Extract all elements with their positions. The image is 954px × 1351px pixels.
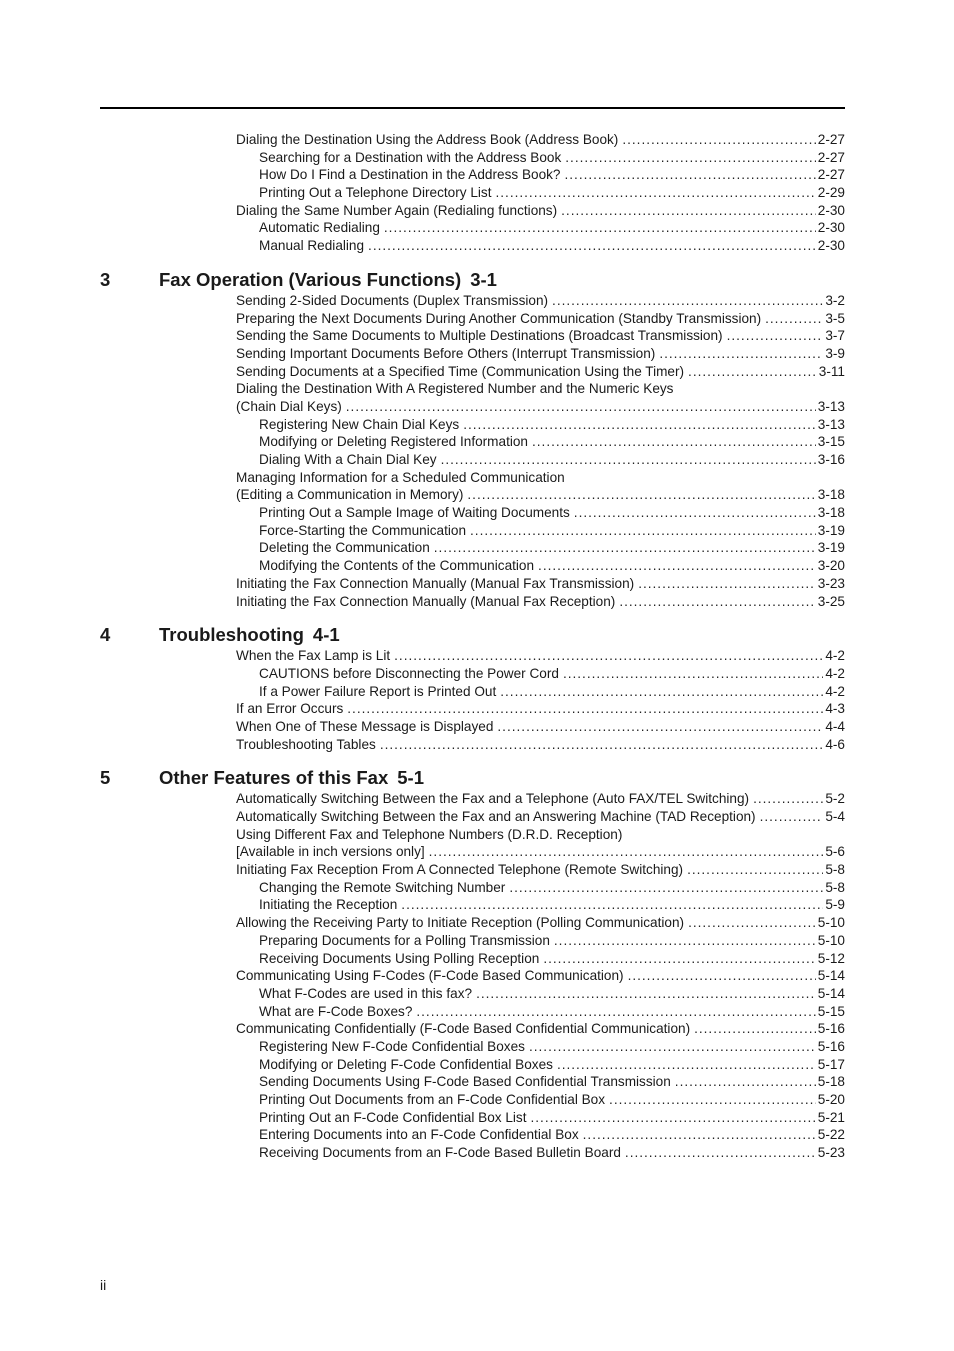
- entry-title: Manual Redialing: [259, 238, 365, 254]
- entry-title: Initiating Fax Reception From A Connected Telephone (Remote Switching): [236, 862, 684, 878]
- dot-leader: [380, 737, 824, 752]
- entry-title: Modifying or Deleting F-Code Confidential Boxes: [259, 1056, 553, 1072]
- dot-leader: [619, 594, 815, 609]
- toc-chapter-heading[interactable]: [100, 269, 845, 293]
- entry-title: Printing Out a Sample Image of Waiting Documents: [259, 505, 570, 521]
- dot-leader: [495, 185, 815, 200]
- entry-page: 3-18: [817, 505, 845, 521]
- entry-title: When the Fax Lamp is Lit: [236, 648, 391, 664]
- entry-title: Searching for a Destination with the Address Book: [259, 149, 562, 165]
- entry-page: 5-16: [817, 1021, 845, 1037]
- entry-title: CAUTIONS before Disconnecting the Power Cord: [259, 665, 559, 681]
- toc-subsection-entry[interactable]: [259, 684, 845, 702]
- entry-title: Initiating the Reception: [259, 897, 398, 913]
- entry-title: Registering New Chain Dial Keys: [259, 416, 460, 432]
- entry-title: (Chain Dial Keys): [236, 398, 342, 414]
- entry-title: Preparing Documents for a Polling Transmission: [259, 932, 550, 948]
- dot-leader: [529, 1039, 816, 1054]
- dot-leader: [384, 220, 816, 235]
- header-rule: [100, 107, 845, 109]
- entry-title: Sending Documents Using F-Code Based Confidential Transmission: [259, 1074, 671, 1090]
- entry-page: 2-27: [817, 132, 845, 147]
- entry-page: 5-14: [817, 985, 845, 1001]
- entry-title: Force-Starting the Communication: [259, 522, 467, 538]
- toc-section-entry[interactable]: [236, 968, 845, 986]
- entry-page: 5-10: [817, 915, 845, 931]
- entry-page: 5-4: [825, 809, 845, 824]
- toc-section-entry[interactable]: [236, 844, 845, 862]
- toc-subsection-entry[interactable]: [259, 1092, 845, 1110]
- entry-page: 4-4: [825, 718, 845, 734]
- dot-leader: [530, 1110, 815, 1125]
- dot-leader: [557, 1057, 816, 1072]
- entry-page: 4-2: [825, 648, 845, 664]
- entry-page: 5-20: [817, 1092, 845, 1107]
- entry-title: Automatically Switching Between the Fax and a Telephone (Auto FAX/TEL Switching): [236, 791, 750, 807]
- dot-leader: [659, 346, 823, 361]
- entry-title: [Available in inch versions only]: [236, 844, 425, 860]
- toc-subsection-entry[interactable]: [259, 417, 845, 435]
- entry-title: Printing Out Documents from an F-Code Confidential Box: [259, 1092, 606, 1107]
- toc-subsection-entry[interactable]: [259, 1127, 845, 1145]
- entry-title: If an Error Occurs: [236, 701, 344, 717]
- dot-leader: [401, 897, 823, 912]
- entry-page: 4-3: [825, 701, 845, 717]
- toc-section-entry[interactable]: [236, 311, 845, 329]
- entry-page: 5-12: [817, 950, 845, 966]
- toc-subsection-entry[interactable]: [259, 150, 845, 168]
- table-of-contents: [0, 132, 954, 1163]
- dot-leader: [416, 1004, 815, 1019]
- toc-section-entry[interactable]: [236, 576, 845, 594]
- entry-page: 3-11: [818, 363, 845, 379]
- dot-leader: [347, 701, 823, 716]
- dot-leader: [563, 666, 823, 681]
- entry-page: 5-6: [825, 844, 845, 860]
- entry-title: Modifying the Contents of the Communication: [259, 558, 535, 574]
- dot-leader: [609, 1092, 816, 1107]
- dot-leader: [622, 132, 815, 147]
- toc-section-entry[interactable]: [236, 487, 845, 505]
- toc-subsection-entry[interactable]: [259, 1145, 845, 1163]
- toc-subsection-entry[interactable]: [259, 558, 845, 576]
- toc-section-entry[interactable]: [236, 737, 845, 755]
- entry-page: 3-25: [817, 593, 845, 609]
- entry-title: Initiating the Fax Connection Manually (Manual Fax Transmission): [236, 575, 635, 591]
- entry-page: 3-13: [817, 398, 845, 414]
- chapter-number: 4: [100, 624, 111, 646]
- entry-page: 5-22: [817, 1127, 845, 1143]
- toc-section-entry[interactable]: [236, 915, 845, 933]
- entry-page: 5-2: [825, 791, 845, 807]
- entry-page: 5-8: [825, 862, 845, 878]
- dot-leader: [628, 968, 816, 983]
- entry-title: Modifying or Deleting Registered Information: [259, 434, 528, 450]
- entry-title: Entering Documents into an F-Code Confidential Box: [259, 1127, 579, 1143]
- toc-section-entry[interactable]: [236, 648, 845, 666]
- toc-section-entry[interactable]: [236, 809, 845, 827]
- dot-leader: [543, 951, 815, 966]
- toc-subsection-entry[interactable]: [259, 434, 845, 452]
- dot-leader: [554, 933, 816, 948]
- entry-page: 5-9: [825, 897, 845, 913]
- toc-entry-line: [236, 827, 845, 845]
- entry-title: Automatically Switching Between the Fax and an Answering Machine (TAD Reception): [236, 809, 756, 824]
- dot-leader: [467, 487, 815, 502]
- dot-leader: [574, 505, 816, 520]
- chapter-title: Troubleshooting: [159, 624, 304, 646]
- entry-title: Dialing the Destination With A Registered Number and the Numeric Keys: [236, 381, 674, 397]
- entry-title: Changing the Remote Switching Number: [259, 879, 506, 895]
- entry-page: 3-23: [817, 575, 845, 591]
- toc-subsection-entry[interactable]: [259, 505, 845, 523]
- toc-section-entry[interactable]: [236, 364, 845, 382]
- entry-page: 3-2: [825, 292, 845, 308]
- entry-title: How Do I Find a Destination in the Address Book?: [259, 167, 561, 183]
- dot-leader: [688, 915, 816, 930]
- chapter-page: 5-1: [397, 767, 424, 789]
- entry-page: 2-30: [817, 202, 845, 218]
- dot-leader: [675, 1074, 816, 1089]
- toc-subsection-entry[interactable]: [259, 951, 845, 969]
- toc-section-entry[interactable]: [236, 791, 845, 809]
- toc-chapter-heading[interactable]: [100, 624, 845, 648]
- chapter-number: 3: [100, 268, 111, 290]
- entry-title: Printing Out an F-Code Confidential Box List: [259, 1109, 527, 1125]
- entry-page: 2-27: [817, 149, 845, 165]
- entry-page: 5-15: [817, 1003, 845, 1019]
- toc-subsection-entry[interactable]: [259, 880, 845, 898]
- entry-page: 3-9: [825, 345, 845, 361]
- dot-leader: [565, 150, 816, 165]
- chapter-title: Fax Operation (Various Functions): [159, 268, 462, 290]
- toc-subsection-entry[interactable]: [259, 666, 845, 684]
- entry-page: 5-18: [817, 1074, 845, 1090]
- toc-subsection-entry[interactable]: [259, 986, 845, 1004]
- entry-title: Registering New F-Code Confidential Boxes: [259, 1038, 525, 1054]
- dot-leader: [561, 203, 816, 218]
- entry-title: What are F-Code Boxes?: [259, 1003, 413, 1019]
- toc-section-entry[interactable]: [236, 719, 845, 737]
- entry-page: 5-23: [817, 1145, 845, 1161]
- entry-page: 4-2: [825, 665, 845, 681]
- entry-page: 3-7: [825, 328, 845, 344]
- dot-leader: [532, 434, 816, 449]
- entry-title: Deleting the Communication: [259, 540, 430, 556]
- entry-page: 4-2: [825, 683, 845, 699]
- chapter-number: 5: [100, 767, 111, 789]
- toc-subsection-entry[interactable]: [259, 933, 845, 951]
- entry-page: 2-30: [817, 238, 845, 254]
- dot-leader: [394, 648, 823, 663]
- chapter-page: 4-1: [312, 624, 340, 646]
- dot-leader: [688, 364, 817, 379]
- toc-subsection-entry[interactable]: [259, 1004, 845, 1022]
- entry-page: 5-17: [817, 1056, 845, 1072]
- toc-entry-line: [236, 470, 845, 488]
- chapter-title: Other Features of this Fax: [159, 767, 389, 789]
- entry-page: 3-19: [817, 540, 845, 556]
- entry-title: Preparing the Next Documents During Another Communication (Standby Transmission): [236, 310, 762, 326]
- dot-leader: [441, 452, 816, 467]
- dot-leader: [509, 880, 823, 895]
- toc-section-entry[interactable]: [236, 203, 845, 221]
- toc-section-entry[interactable]: [236, 293, 845, 311]
- entry-page: 5-14: [817, 968, 845, 984]
- toc-entry-line: [236, 381, 845, 399]
- toc-section-entry[interactable]: [236, 594, 845, 612]
- entry-title: Receiving Documents Using Polling Reception: [259, 950, 540, 966]
- toc-section-entry[interactable]: [236, 701, 845, 719]
- entry-title: Initiating the Fax Connection Manually (Manual Fax Reception): [236, 593, 616, 609]
- entry-page: 3-5: [825, 310, 845, 326]
- entry-title: Allowing the Receiving Party to Initiate Reception (Polling Communication): [236, 915, 685, 931]
- dot-leader: [694, 1021, 816, 1036]
- entry-title: Sending 2-Sided Documents (Duplex Transmission): [236, 292, 549, 308]
- dot-leader: [753, 791, 823, 806]
- entry-title: Troubleshooting Tables: [236, 736, 376, 752]
- entry-title: Using Different Fax and Telephone Numbers (D.R.D. Reception): [236, 826, 623, 842]
- toc-section-entry[interactable]: [236, 132, 845, 150]
- entry-page: 3-18: [817, 487, 845, 503]
- dot-leader: [552, 293, 823, 308]
- dot-leader: [565, 167, 816, 182]
- dot-leader: [346, 399, 816, 414]
- toc-section-entry[interactable]: [236, 1021, 845, 1039]
- entry-title: Receiving Documents from an F-Code Based Bulletin Board: [259, 1145, 621, 1161]
- dot-leader: [434, 540, 816, 555]
- entry-title: Automatic Redialing: [259, 220, 380, 236]
- entry-title: Printing Out a Telephone Directory List: [259, 185, 492, 201]
- toc-subsection-entry[interactable]: [259, 238, 845, 256]
- entry-title: Dialing With a Chain Dial Key: [259, 452, 437, 467]
- toc-subsection-entry[interactable]: [259, 185, 845, 203]
- dot-leader: [765, 311, 823, 326]
- dot-leader: [583, 1127, 816, 1142]
- toc-subsection-entry[interactable]: [259, 897, 845, 915]
- toc-section-entry[interactable]: [236, 399, 845, 417]
- entry-title: Communicating Confidentially (F-Code Based Confidential Communication): [236, 1021, 691, 1037]
- entry-page: 2-29: [817, 185, 845, 201]
- dot-leader: [760, 809, 824, 824]
- page-number: ii: [100, 1277, 107, 1293]
- entry-title: Communicating Using F-Codes (F-Code Based Communication): [236, 968, 624, 984]
- dot-leader: [429, 844, 824, 859]
- toc-subsection-entry[interactable]: [259, 452, 845, 470]
- toc-chapter-heading[interactable]: [100, 767, 845, 791]
- chapter-page: 3-1: [470, 268, 497, 290]
- toc-subsection-entry[interactable]: [259, 167, 845, 185]
- dot-leader: [625, 1145, 816, 1160]
- entry-title: Dialing the Same Number Again (Redialing functions): [236, 202, 558, 218]
- dot-leader: [638, 576, 816, 591]
- entry-title: Managing Information for a Scheduled Communication: [236, 469, 565, 485]
- entry-page: 3-16: [817, 452, 845, 467]
- toc-subsection-entry[interactable]: [259, 220, 845, 238]
- entry-title: When One of These Message is Displayed: [236, 718, 494, 734]
- dot-leader: [538, 558, 816, 573]
- toc-subsection-entry[interactable]: [259, 1039, 845, 1057]
- entry-page: 3-15: [817, 434, 845, 450]
- toc-section-entry[interactable]: [236, 862, 845, 880]
- entry-page: 2-30: [817, 220, 845, 236]
- dot-leader: [470, 523, 816, 538]
- toc-subsection-entry[interactable]: [259, 1074, 845, 1092]
- entry-title: Sending Important Documents Before Others (Interrupt Transmission): [236, 345, 656, 361]
- dot-leader: [727, 328, 824, 343]
- entry-title: Sending the Same Documents to Multiple Destinations (Broadcast Transmission): [236, 328, 723, 344]
- toc-section-entry[interactable]: [236, 346, 845, 364]
- dot-leader: [463, 417, 816, 432]
- dot-leader: [476, 986, 816, 1001]
- entry-page: 5-10: [817, 932, 845, 948]
- entry-title: Sending Documents at a Specified Time (Communication Using the Timer): [236, 363, 685, 379]
- entry-page: 3-20: [817, 558, 845, 574]
- entry-title: Dialing the Destination Using the Address Book (Address Book): [236, 132, 619, 147]
- toc-subsection-entry[interactable]: [259, 1057, 845, 1075]
- entry-page: 4-6: [825, 736, 845, 752]
- dot-leader: [687, 862, 823, 877]
- entry-page: 5-16: [817, 1038, 845, 1054]
- toc-section-entry[interactable]: [236, 328, 845, 346]
- dot-leader: [368, 238, 816, 253]
- entry-page: 2-27: [817, 167, 845, 183]
- dot-leader: [497, 719, 823, 734]
- entry-page: 3-13: [817, 416, 845, 432]
- toc-subsection-entry[interactable]: [259, 540, 845, 558]
- entry-title: If a Power Failure Report is Printed Out: [259, 683, 497, 699]
- entry-title: (Editing a Communication in Memory): [236, 487, 464, 503]
- entry-page: 3-19: [817, 522, 845, 538]
- entry-page: 5-21: [817, 1109, 845, 1125]
- dot-leader: [500, 684, 823, 699]
- entry-page: 5-8: [825, 879, 845, 895]
- entry-title: What F-Codes are used in this fax?: [259, 985, 473, 1001]
- toc-subsection-entry[interactable]: [259, 1110, 845, 1128]
- toc-subsection-entry[interactable]: [259, 523, 845, 541]
